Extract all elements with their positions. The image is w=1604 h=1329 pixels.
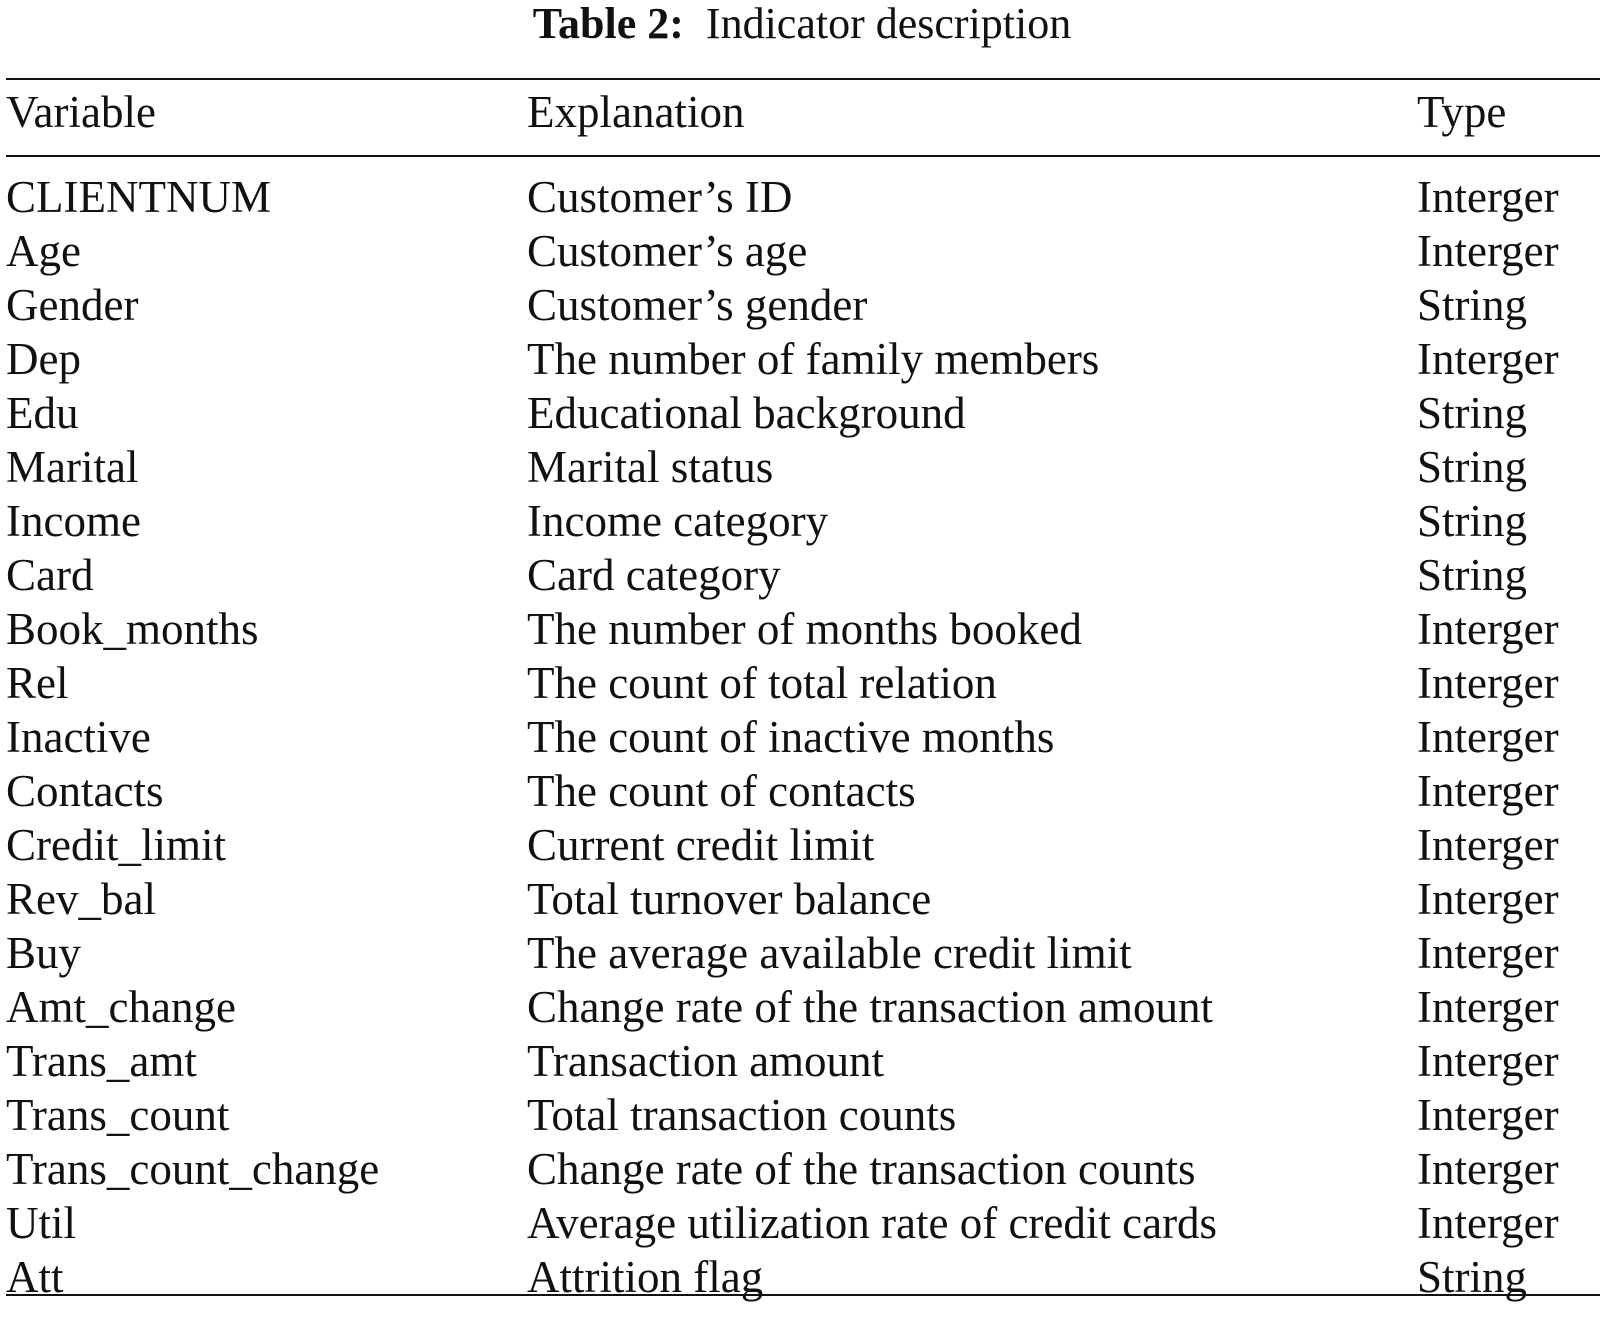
cell-type: Interger xyxy=(1417,982,1559,1032)
table-caption-label: Table 2: xyxy=(532,0,684,48)
cell-variable: Credit_limit xyxy=(6,820,226,870)
cell-explanation: Average utilization rate of credit cards xyxy=(527,1198,1218,1248)
cell-explanation: Total turnover balance xyxy=(527,874,932,924)
table-row xyxy=(0,980,1604,1034)
table-row xyxy=(0,710,1604,764)
cell-explanation: Change rate of the transaction counts xyxy=(527,1144,1196,1194)
cell-variable: Rel xyxy=(6,658,69,708)
table-caption xyxy=(0,0,1604,48)
cell-type: Interger xyxy=(1417,766,1559,816)
table-body xyxy=(0,170,1604,1304)
cell-variable: Inactive xyxy=(6,712,151,762)
cell-type: Interger xyxy=(1417,712,1559,762)
cell-type: Interger xyxy=(1417,658,1559,708)
column-header-explanation: Explanation xyxy=(527,87,745,137)
cell-variable: Trans_count xyxy=(6,1090,230,1140)
cell-type: String xyxy=(1417,550,1528,600)
table-row xyxy=(0,1196,1604,1250)
cell-type: String xyxy=(1417,496,1528,546)
table-row xyxy=(0,656,1604,710)
table-row xyxy=(0,818,1604,872)
cell-variable: Amt_change xyxy=(6,982,236,1032)
cell-explanation: The number of family members xyxy=(527,334,1100,384)
cell-explanation: The number of months booked xyxy=(527,604,1082,654)
cell-explanation: Customer’s age xyxy=(527,226,808,276)
cell-type: Interger xyxy=(1417,1198,1559,1248)
table-row xyxy=(0,1088,1604,1142)
cell-variable: Age xyxy=(6,226,81,276)
cell-explanation: Customer’s gender xyxy=(527,280,868,330)
table-row xyxy=(0,926,1604,980)
cell-explanation: Income category xyxy=(527,496,829,546)
table-row xyxy=(0,440,1604,494)
table-row xyxy=(0,278,1604,332)
cell-variable: CLIENTNUM xyxy=(6,172,271,222)
cell-type: Interger xyxy=(1417,820,1559,870)
table-row xyxy=(0,332,1604,386)
table-row xyxy=(0,764,1604,818)
cell-variable: Att xyxy=(6,1252,64,1302)
cell-variable: Trans_amt xyxy=(6,1036,197,1086)
table-top-rule xyxy=(6,78,1600,80)
cell-explanation: Educational background xyxy=(527,388,966,438)
cell-explanation: The count of total relation xyxy=(527,658,997,708)
cell-variable: Card xyxy=(6,550,94,600)
cell-explanation: Total transaction counts xyxy=(527,1090,957,1140)
cell-variable: Book_months xyxy=(6,604,259,654)
column-header-variable: Variable xyxy=(6,87,156,137)
table-row xyxy=(0,224,1604,278)
cell-type: Interger xyxy=(1417,226,1559,276)
cell-variable: Edu xyxy=(6,388,79,438)
table-row xyxy=(0,170,1604,224)
table-caption-text: Indicator description xyxy=(705,0,1072,48)
cell-type: String xyxy=(1417,442,1528,492)
cell-type: Interger xyxy=(1417,172,1559,222)
cell-explanation: The average available credit limit xyxy=(527,928,1132,978)
cell-variable: Contacts xyxy=(6,766,164,816)
cell-type: Interger xyxy=(1417,928,1559,978)
cell-explanation: Transaction amount xyxy=(527,1036,885,1086)
column-header-type: Type xyxy=(1417,87,1507,137)
cell-explanation: The count of contacts xyxy=(527,766,916,816)
cell-type: String xyxy=(1417,280,1528,330)
cell-type: String xyxy=(1417,388,1528,438)
cell-variable: Trans_count_change xyxy=(6,1144,380,1194)
table-row xyxy=(0,872,1604,926)
cell-type: String xyxy=(1417,1252,1528,1302)
cell-type: Interger xyxy=(1417,1144,1559,1194)
cell-variable: Buy xyxy=(6,928,82,978)
table-row xyxy=(0,386,1604,440)
cell-explanation: Marital status xyxy=(527,442,774,492)
table-row xyxy=(0,602,1604,656)
table-header-row xyxy=(0,85,1604,139)
cell-variable: Rev_bal xyxy=(6,874,156,924)
table-bottom-rule xyxy=(6,1294,1600,1296)
cell-type: Interger xyxy=(1417,1090,1559,1140)
cell-variable: Dep xyxy=(6,334,81,384)
cell-explanation: Card category xyxy=(527,550,781,600)
cell-explanation: Change rate of the transaction amount xyxy=(527,982,1214,1032)
table-header-rule xyxy=(6,155,1600,157)
table-row xyxy=(0,494,1604,548)
cell-type: Interger xyxy=(1417,334,1559,384)
cell-type: Interger xyxy=(1417,604,1559,654)
cell-explanation: Current credit limit xyxy=(527,820,875,870)
cell-variable: Gender xyxy=(6,280,139,330)
cell-explanation: Attrition flag xyxy=(527,1252,764,1302)
cell-type: Interger xyxy=(1417,1036,1559,1086)
cell-type: Interger xyxy=(1417,874,1559,924)
cell-variable: Util xyxy=(6,1198,77,1248)
table-row xyxy=(0,548,1604,602)
table-row xyxy=(0,1034,1604,1088)
table-row xyxy=(0,1142,1604,1196)
cell-explanation: The count of inactive months xyxy=(527,712,1055,762)
cell-variable: Marital xyxy=(6,442,139,492)
cell-variable: Income xyxy=(6,496,141,546)
cell-explanation: Customer’s ID xyxy=(527,172,793,222)
